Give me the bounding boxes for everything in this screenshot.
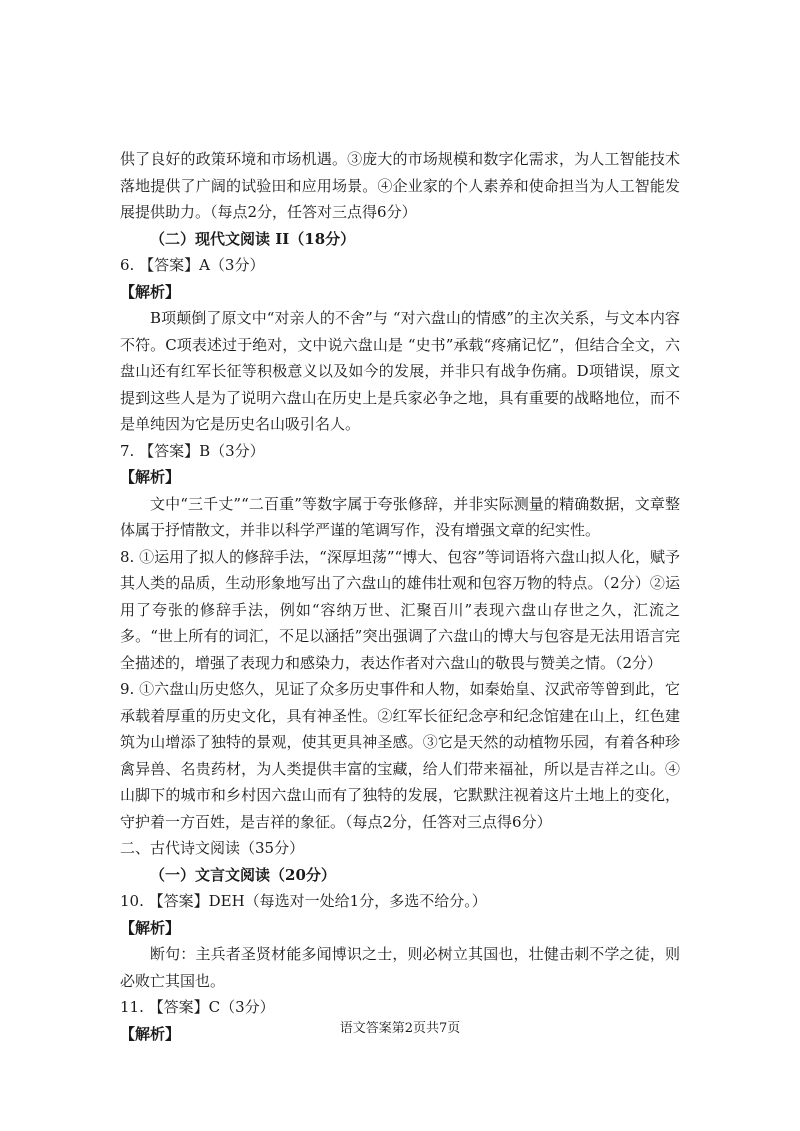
analysis-label: 【解析】 xyxy=(120,1024,181,1043)
analysis-paragraph: 文中“三千丈”“二百重”等数字属于夸张修辞，并非实际测量的精确数据，文章整体属于抒情散文，并非以科学严谨的笔调写作，没有增强文章的纪实性。 xyxy=(120,494,680,539)
analysis-paragraph: 断句：主兵者圣贤材能多闻博识之士，则必树立其国也，壮健击刺不学之徒，则必败亡其国也。 xyxy=(120,945,680,990)
page-footer: 语文答案第2页共7页 xyxy=(339,1021,461,1036)
analysis-label: 【解析】 xyxy=(120,468,181,486)
answer-paragraph: 二、古代诗文阅读（35分） xyxy=(120,839,305,857)
analysis-paragraph: B项颠倒了原文中“对亲人的不舍”与 “对六盘山的情感”的主次关系，与文本内容不符。C项表述过于绝对，文中说六盘山是 “史书”承载“疼痛记忆”，但结合全文，六盘山还有红军长征等积极意义以及如今的发展，并非只有战争伤痛。D项错误，原文提到这些人是为了说明六盘山在历史上是兵家必争之地，具有重要的战略地位，而不是单纯因为它是历史名山吸引名人。 xyxy=(120,309,680,433)
answer-paragraph: 10. 【答案】DEH（每选对一处给1分，多选不给分。） xyxy=(120,892,487,910)
answer-paragraph: 11. 【答案】C（3分） xyxy=(120,998,275,1016)
analysis-label: 【解析】 xyxy=(120,282,181,301)
answer-paragraph: 8. ①运用了拟人的修辞手法，“深厚坦荡”“博大、包容”等词语将六盘山拟人化，赋予其人类的品质，生动形象地写出了六盘山的雄伟壮观和包容万物的特点。（2分）②运用了夸张的修辞手法，例如“容纳万世、汇聚百川”表现六盘山存世之久，汇流之多。“世上所有的词汇，不足以涵括”突出强调了六盘山的博大与包容是无法用语言完全描述的，增强了表现力和感染力，表达作者对六盘山的敬畏与赞美之情。（2分） xyxy=(120,547,680,672)
answer-paragraph: 供了良好的政策环境和市场机遇。③庞大的市场规模和数字化需求，为人工智能技术落地提供了广阔的试验田和应用场景。④企业家的个人素养和使命担当为人工智能发展提供助力。（每点2分，任答对三点得6分） xyxy=(120,150,680,221)
answer-paragraph: 7. 【答案】B（3分） xyxy=(120,441,265,460)
section-heading: （一）文言文阅读（20分） xyxy=(150,865,336,884)
analysis-label: 【解析】 xyxy=(120,918,181,937)
section-heading: （二）现代文阅读 II（18分） xyxy=(150,229,356,248)
answer-paragraph: 6. 【答案】A（3分） xyxy=(120,256,265,274)
answer-paragraph: 9. ①六盘山历史悠久，见证了众多历史事件和人物，如秦始皇、汉武帝等曾到此，它承载着厚重的历史文化，具有神圣性。②红军长征纪念亭和纪念馆建在山上，红色建筑为山增添了独特的景观，使其更具神圣感。③它是天然的动植物乐园，有着各种珍禽异兽、名贵药材，为人类提供丰富的宝藏，给人们带来福祉，所以是吉祥之山。④山脚下的城市和乡村因六盘山而有了独特的发展，它默默注视着这片土地上的变化，守护着一方百姓，是吉祥的象征。（每点2分，任答对三点得6分） xyxy=(120,680,680,831)
answer-key-body xyxy=(120,146,680,1047)
